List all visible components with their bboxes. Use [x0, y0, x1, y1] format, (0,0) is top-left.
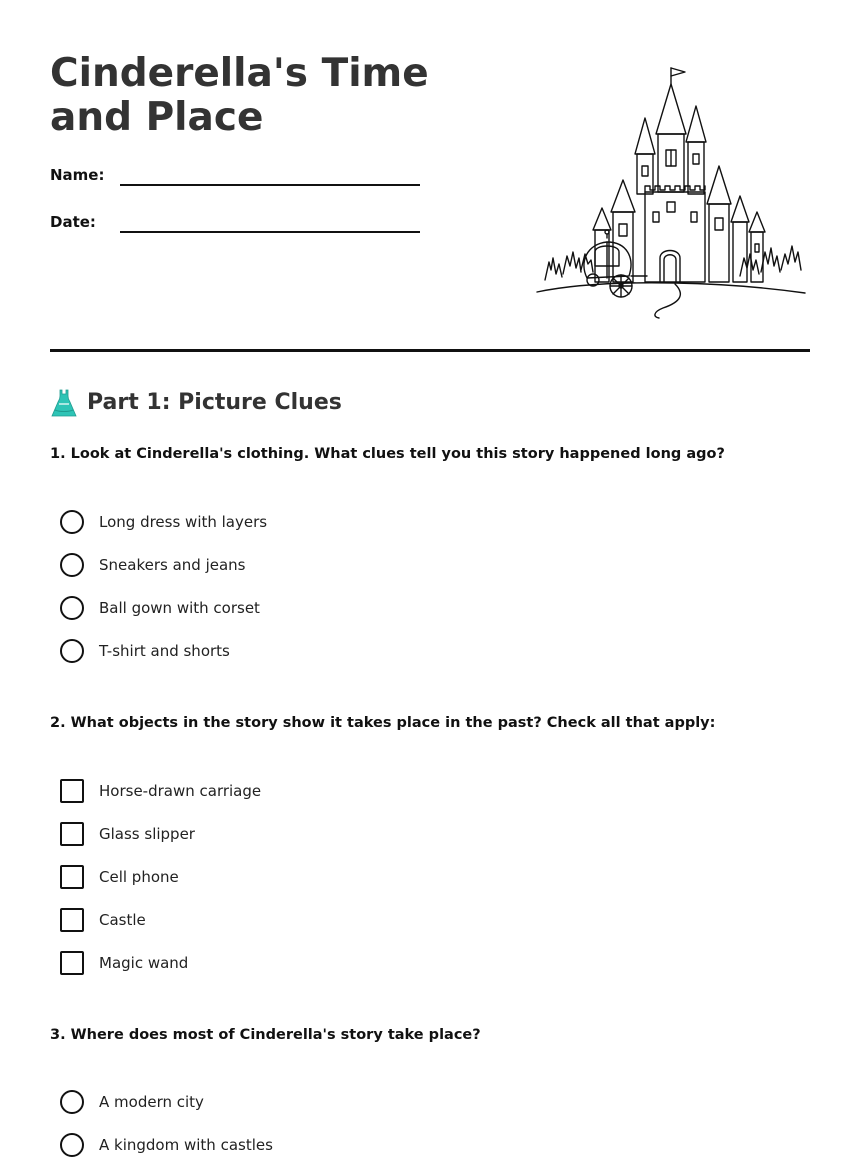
option-magic-wand[interactable]: [60, 941, 261, 984]
radio-button[interactable]: [60, 596, 84, 620]
option-ball-gown[interactable]: [60, 586, 267, 629]
option-label: Long dress with layers: [99, 512, 268, 531]
option-glass-slipper[interactable]: [60, 812, 261, 855]
part1-heading: [50, 388, 342, 418]
option-label: A kingdom with castles: [99, 1135, 273, 1154]
option-long-dress[interactable]: [60, 500, 267, 543]
date-label: Date:: [50, 213, 96, 231]
option-label: Glass slipper: [99, 824, 195, 843]
checkbox[interactable]: [60, 822, 84, 846]
radio-button[interactable]: [60, 639, 84, 663]
option-sneakers-jeans[interactable]: [60, 543, 267, 586]
date-field[interactable]: [50, 213, 470, 243]
option-label: Ball gown with corset: [99, 598, 260, 617]
checkbox[interactable]: [60, 779, 84, 803]
question-2-options: [60, 769, 261, 984]
name-label: Name:: [50, 166, 105, 184]
option-label: Cell phone: [99, 867, 179, 886]
radio-button[interactable]: [60, 1090, 84, 1114]
checkbox[interactable]: [60, 908, 84, 932]
option-modern-city[interactable]: [60, 1080, 273, 1123]
option-tshirt-shorts[interactable]: [60, 629, 267, 672]
option-label: A modern city: [99, 1092, 204, 1111]
option-castle[interactable]: [60, 898, 261, 941]
option-cell-phone[interactable]: [60, 855, 261, 898]
question-3-options: [60, 1080, 273, 1166]
option-label: T-shirt and shorts: [99, 641, 230, 660]
name-line[interactable]: [120, 184, 420, 186]
part1-heading-text: Part 1: Picture Clues: [87, 390, 342, 415]
option-kingdom-castles[interactable]: [60, 1123, 273, 1166]
radio-button[interactable]: [60, 1133, 84, 1157]
date-line[interactable]: [120, 231, 420, 233]
option-label: Horse-drawn carriage: [99, 781, 262, 800]
castle-illustration: [535, 62, 807, 324]
checkbox[interactable]: [60, 951, 84, 975]
option-label: Magic wand: [99, 953, 189, 972]
worksheet-page: [50, 0, 810, 1161]
question-1: 1. Look at Cinderella's clothing. What clues tell you this story happened long ago?: [50, 446, 725, 462]
checkbox[interactable]: [60, 865, 84, 889]
question-3: 3. Where does most of Cinderella's story take place?: [50, 1027, 481, 1043]
option-label: Sneakers and jeans: [99, 555, 246, 574]
option-horse-carriage[interactable]: [60, 769, 261, 812]
question-2: 2. What objects in the story show it takes place in the past? Check all that apply:: [50, 715, 716, 731]
page-title: Cinderella's Time and Place: [50, 51, 429, 140]
option-label: Castle: [99, 910, 146, 929]
header-divider: [50, 349, 810, 352]
name-field[interactable]: [50, 166, 470, 196]
radio-button[interactable]: [60, 510, 84, 534]
radio-button[interactable]: [60, 553, 84, 577]
dress-icon: [50, 388, 78, 418]
question-1-options: [60, 500, 267, 672]
